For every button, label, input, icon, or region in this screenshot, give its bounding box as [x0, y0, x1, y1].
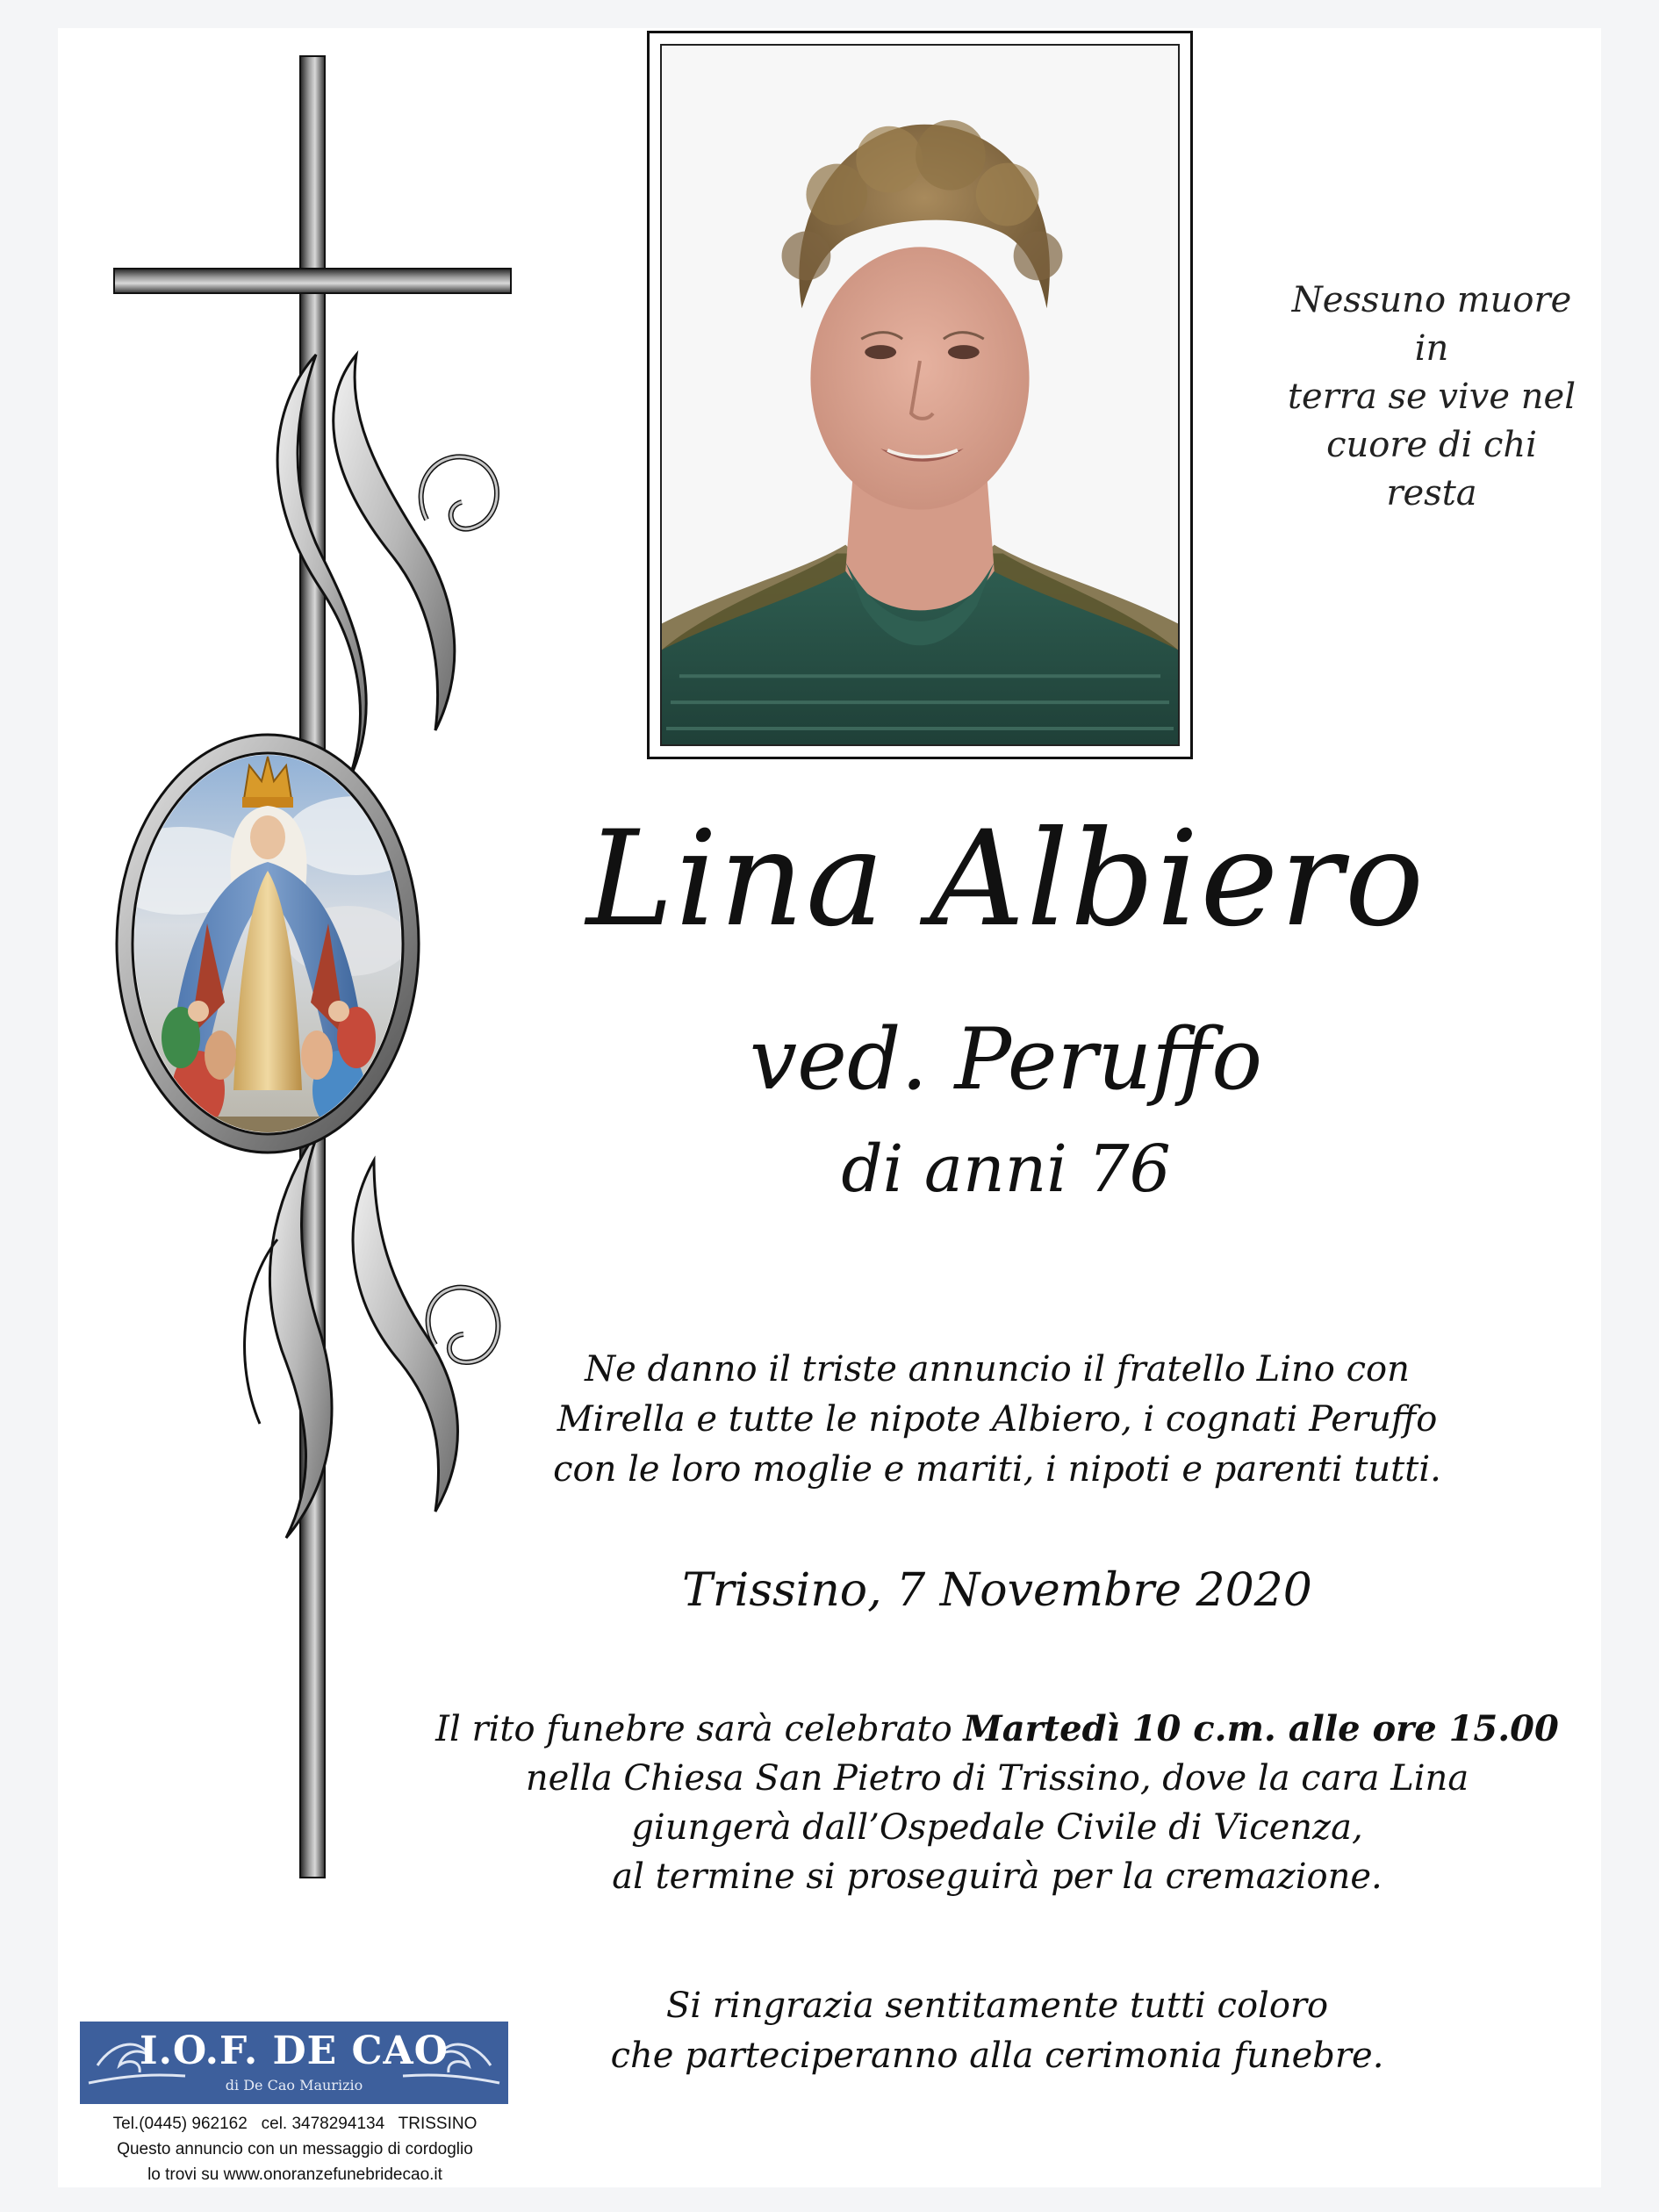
age: di anni 76 [841, 1131, 1171, 1207]
funeral-line: nella Chiesa San Pietro di Trissino, dove la cara Lina [525, 1758, 1469, 1799]
announcement [479, 1345, 1515, 1495]
quote [1287, 276, 1576, 518]
obituary-page [58, 28, 1601, 2187]
contact-line: Tel.(0445) 962162 cel. 3478294134 TRISSINO [112, 2115, 478, 2133]
portrait-frame [647, 31, 1193, 759]
thanks-line: che parteciperanno alla cerimonia funebre. [610, 2036, 1384, 2076]
funeral-home-name: I.O.F. DE CAO [140, 2029, 449, 2073]
thanks [479, 1981, 1515, 2081]
thanks-line: Si ringrazia sentitamente tutti coloro [665, 1986, 1329, 2026]
quote-line: Nessuno muore in [1291, 280, 1572, 369]
funeral-home-owner: di De Cao Maurizio [225, 2077, 363, 2094]
widow-of: ved. Peruffo [749, 1010, 1263, 1109]
funeral-home-logo [80, 2022, 508, 2104]
funeral-line [427, 1705, 1568, 1754]
announcement-line: Mirella e tutte le nipote Albiero, i cognati Peruffo [557, 1399, 1438, 1440]
funeral-time: Martedì 10 c.m. alle ore 15.00 [963, 1708, 1559, 1749]
funeral-info [427, 1705, 1568, 1901]
contact-line: Questo annuncio con un messaggio di cordoglio [117, 2140, 473, 2158]
funeral-line: al termine si proseguirà per la cremazione. [612, 1856, 1382, 1897]
funeral-prefix: Il rito funebre sarà celebrato [435, 1709, 964, 1749]
announcement-line: Ne danno il triste annuncio il fratello Lino con [585, 1349, 1410, 1390]
funeral-home-contact [58, 2111, 532, 2187]
quote-line: terra se vive nel [1287, 377, 1576, 417]
announcement-line: con le loro moglie e mariti, i nipoti e parenti tutti. [553, 1449, 1441, 1490]
quote-line: cuore di chi resta [1326, 425, 1537, 514]
place-date: Trissino, 7 Novembre 2020 [682, 1564, 1312, 1617]
funeral-line: giungerà dall’Ospedale Civile di Vicenza, [631, 1807, 1363, 1848]
deceased-name: Lina Albiero [585, 803, 1426, 956]
contact-line: lo trovi su www.onoranzefunebridecao.it [147, 2165, 442, 2184]
portrait-photo [660, 44, 1180, 746]
